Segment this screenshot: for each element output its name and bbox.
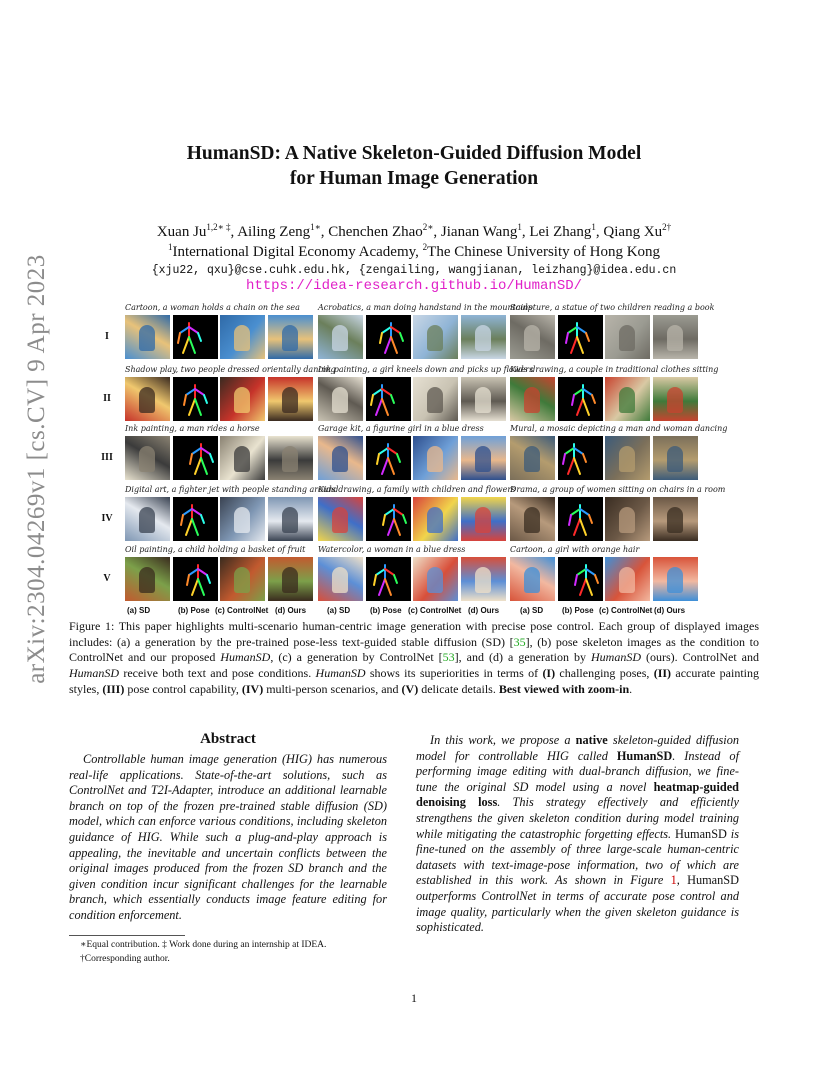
pose-skeleton-image — [173, 377, 218, 421]
column-label: (b) Pose — [370, 606, 402, 615]
figure-prompt-caption: Digital art, a fighter jet with people standing around — [125, 485, 339, 494]
generated-image — [605, 436, 650, 480]
generated-image — [605, 497, 650, 541]
paper-title-line2: for Human Image Generation — [289, 168, 539, 189]
project-url-link[interactable]: https://idea-research.github.io/HumanSD/ — [245, 278, 583, 294]
column-label: (a) SD — [520, 606, 544, 615]
intro-paragraph: In this work, we propose a native skeleton-guided diffusion model for controllable HIG called HumanSD. Instead of performing image editing with dual-branch diffusion, we fine-tune the original SD model using a novel heatmap-guided denoising loss. This strategy effectively and efficiently strengthens the given skeleton condition during model training while mitigating the catastrophic forgetting effects. HumanSD is fine-tuned on the assembly of three large-scale human-centric datasets with text-image-pose information, two of which are established in this work. As shown in Figure 1, HumanSD outperforms ControlNet in terms of accurate pose control and image quality, particularly when the given skeleton guidance is sophisticated. — [416, 733, 739, 935]
generated-image — [268, 497, 313, 541]
generated-image — [268, 436, 313, 480]
generated-image — [653, 315, 698, 359]
figure-prompt-caption: Ink painting, a girl kneels down and picks up flowers — [318, 365, 534, 374]
author-list: Xuan $Ju^{1,2∗ \ddagger}$, Ailing Zeng$^{1∗}$, Chenchen Zhao$^{2∗}$, Jianan Wang$^1$, Lei Zhang$^1$, Qiang $Xu^{2\dagger}$ — [156, 222, 672, 240]
generated-image — [413, 377, 458, 421]
column-label: (c) ControlNet — [408, 606, 462, 615]
generated-image — [413, 557, 458, 601]
generated-image — [510, 436, 555, 480]
column-label: (b) Pose — [178, 606, 210, 615]
figure-prompt-caption: Mural, a mosaic depicting a man and woman dancing — [510, 424, 728, 433]
figure-prompt-caption: Cartoon, a woman holds a chain on the sea — [125, 303, 300, 312]
footnote-divider — [69, 935, 185, 936]
generated-image — [461, 497, 506, 541]
pose-skeleton-image — [558, 436, 603, 480]
column-label: (c) ControlNet — [215, 606, 269, 615]
generated-image — [653, 436, 698, 480]
figure-caption: Figure 1: This paper highlights multi-scenario human-centric image generation with precise pose control. Each group of displayed images includes: (a) a generation by the pre-trained pose-less text-guided stable diffusion (SD) [35], (b) pose skeleton images as the condition to ControlNet and our proposed HumanSD, (c) a generation by ControlNet [53], and (d) a generation by HumanSD (ours). ControlNet and HumanSD receive both text and pose conditions. HumanSD shows its superiorities in terms of (I) challenging poses, (II) accurate painting styles, (III) pose control capability, (IV) multi-person scenarios, and (V) delicate details. Best viewed with zoom-in. — [69, 619, 759, 696]
generated-image — [510, 315, 555, 359]
generated-image — [653, 497, 698, 541]
generated-image — [605, 557, 650, 601]
generated-image — [461, 436, 506, 480]
generated-image — [220, 315, 265, 359]
generated-image — [125, 557, 170, 601]
arxiv-identifier: arXiv:2304.04269v1 [cs.CV] 9 Apr 2023 — [23, 254, 50, 684]
generated-image — [461, 315, 506, 359]
footnote-equal-contribution: ∗Equal contribution. ‡ Work done during an internship at IDEA. — [80, 940, 327, 950]
figure-prompt-caption: Watercolor, a woman in a blue dress — [318, 545, 466, 554]
figure-prompt-caption: Drama, a group of women sitting on chairs in a room — [510, 485, 726, 494]
figure-prompt-caption: Kids drawing, a family with children and flowers — [318, 485, 516, 494]
generated-image — [268, 557, 313, 601]
pose-skeleton-image — [366, 557, 411, 601]
author-emails: {xju22, qxu}@cse.cuhk.edu.hk, {zengailing, wangjianan, leizhang}@idea.edu.cn — [151, 264, 677, 277]
generated-image — [510, 497, 555, 541]
generated-image — [125, 436, 170, 480]
figure-prompt-caption: Kids drawing, a couple in traditional clothes sitting — [510, 365, 719, 374]
column-label: (d) Ours — [654, 606, 686, 615]
pose-skeleton-image — [173, 497, 218, 541]
column-label: (a) SD — [327, 606, 351, 615]
abstract-body: Controllable human image generation (HIG) has numerous real-life applications. State-of-the-art solutions, such as ControlNet and T2I-Adapter, introduce an additional learnable branch on top of the frozen pre-trained stable diffusion (SD) model, which can enforce various conditions, including skeleton guidance of HIG. While such a plug-and-play approach is appealing, the inevitable and uncertain conflicts between the original images produced from the frozen SD branch and the given condition incur significant challenges for the learnable branch, which essentially conducts image feature editing for condition enforcement. — [69, 752, 387, 922]
generated-image — [220, 377, 265, 421]
footnote-corresponding: †Corresponding author. — [80, 954, 170, 964]
figure-prompt-caption: Sculpture, a statue of two children reading a book — [510, 303, 715, 312]
generated-image — [318, 315, 363, 359]
pose-skeleton-image — [173, 315, 218, 359]
generated-image — [605, 377, 650, 421]
column-label: (d) Ours — [275, 606, 307, 615]
generated-image — [318, 557, 363, 601]
generated-image — [268, 377, 313, 421]
pose-skeleton-image — [558, 315, 603, 359]
generated-image — [220, 557, 265, 601]
column-label: (a) SD — [127, 606, 151, 615]
pose-skeleton-image — [366, 497, 411, 541]
generated-image — [220, 436, 265, 480]
pose-skeleton-image — [366, 315, 411, 359]
figure-row-label: I — [105, 331, 109, 342]
figure-prompt-caption: Cartoon, a girl with orange hair — [510, 545, 640, 554]
generated-image — [653, 377, 698, 421]
figure-prompt-caption: Acrobatics, a man doing handstand in the mountains — [318, 303, 533, 312]
figure-prompt-caption: Oil painting, a child holding a basket of fruit — [125, 545, 306, 554]
paper-title-line1: HumanSD: A Native Skeleton-Guided Diffusion Model — [186, 143, 642, 164]
column-label: (b) Pose — [562, 606, 594, 615]
pose-skeleton-image — [558, 557, 603, 601]
abstract-heading: Abstract — [200, 731, 256, 747]
generated-image — [653, 557, 698, 601]
figure-row-label: V — [103, 573, 111, 584]
generated-image — [125, 315, 170, 359]
figure-prompt-caption: Garage kit, a figurine girl in a blue dress — [318, 424, 484, 433]
generated-image — [125, 497, 170, 541]
pose-skeleton-image — [558, 377, 603, 421]
column-label: (c) ControlNet — [599, 606, 653, 615]
generated-image — [125, 377, 170, 421]
pose-skeleton-image — [173, 557, 218, 601]
affiliations: $^1$International Digital Economy Academy, $^2$The Chinese University of Hong Kong — [167, 242, 661, 260]
figure-prompt-caption: Ink painting, a man rides a horse — [125, 424, 260, 433]
generated-image — [318, 436, 363, 480]
column-label: (d) Ours — [468, 606, 500, 615]
generated-image — [510, 377, 555, 421]
generated-image — [461, 557, 506, 601]
figure-row-label: II — [103, 393, 111, 404]
pose-skeleton-image — [173, 436, 218, 480]
generated-image — [413, 497, 458, 541]
page-number: 1 — [411, 991, 417, 1005]
figure-row-label: III — [101, 452, 113, 463]
figure-row-label: IV — [101, 513, 113, 524]
generated-image — [413, 315, 458, 359]
generated-image — [605, 315, 650, 359]
generated-image — [268, 315, 313, 359]
figure-prompt-caption: Shadow play, two people dressed orientally dancing — [125, 365, 336, 374]
generated-image — [461, 377, 506, 421]
pose-skeleton-image — [366, 436, 411, 480]
generated-image — [413, 436, 458, 480]
generated-image — [510, 557, 555, 601]
generated-image — [220, 497, 265, 541]
generated-image — [318, 377, 363, 421]
pose-skeleton-image — [558, 497, 603, 541]
pose-skeleton-image — [366, 377, 411, 421]
generated-image — [318, 497, 363, 541]
